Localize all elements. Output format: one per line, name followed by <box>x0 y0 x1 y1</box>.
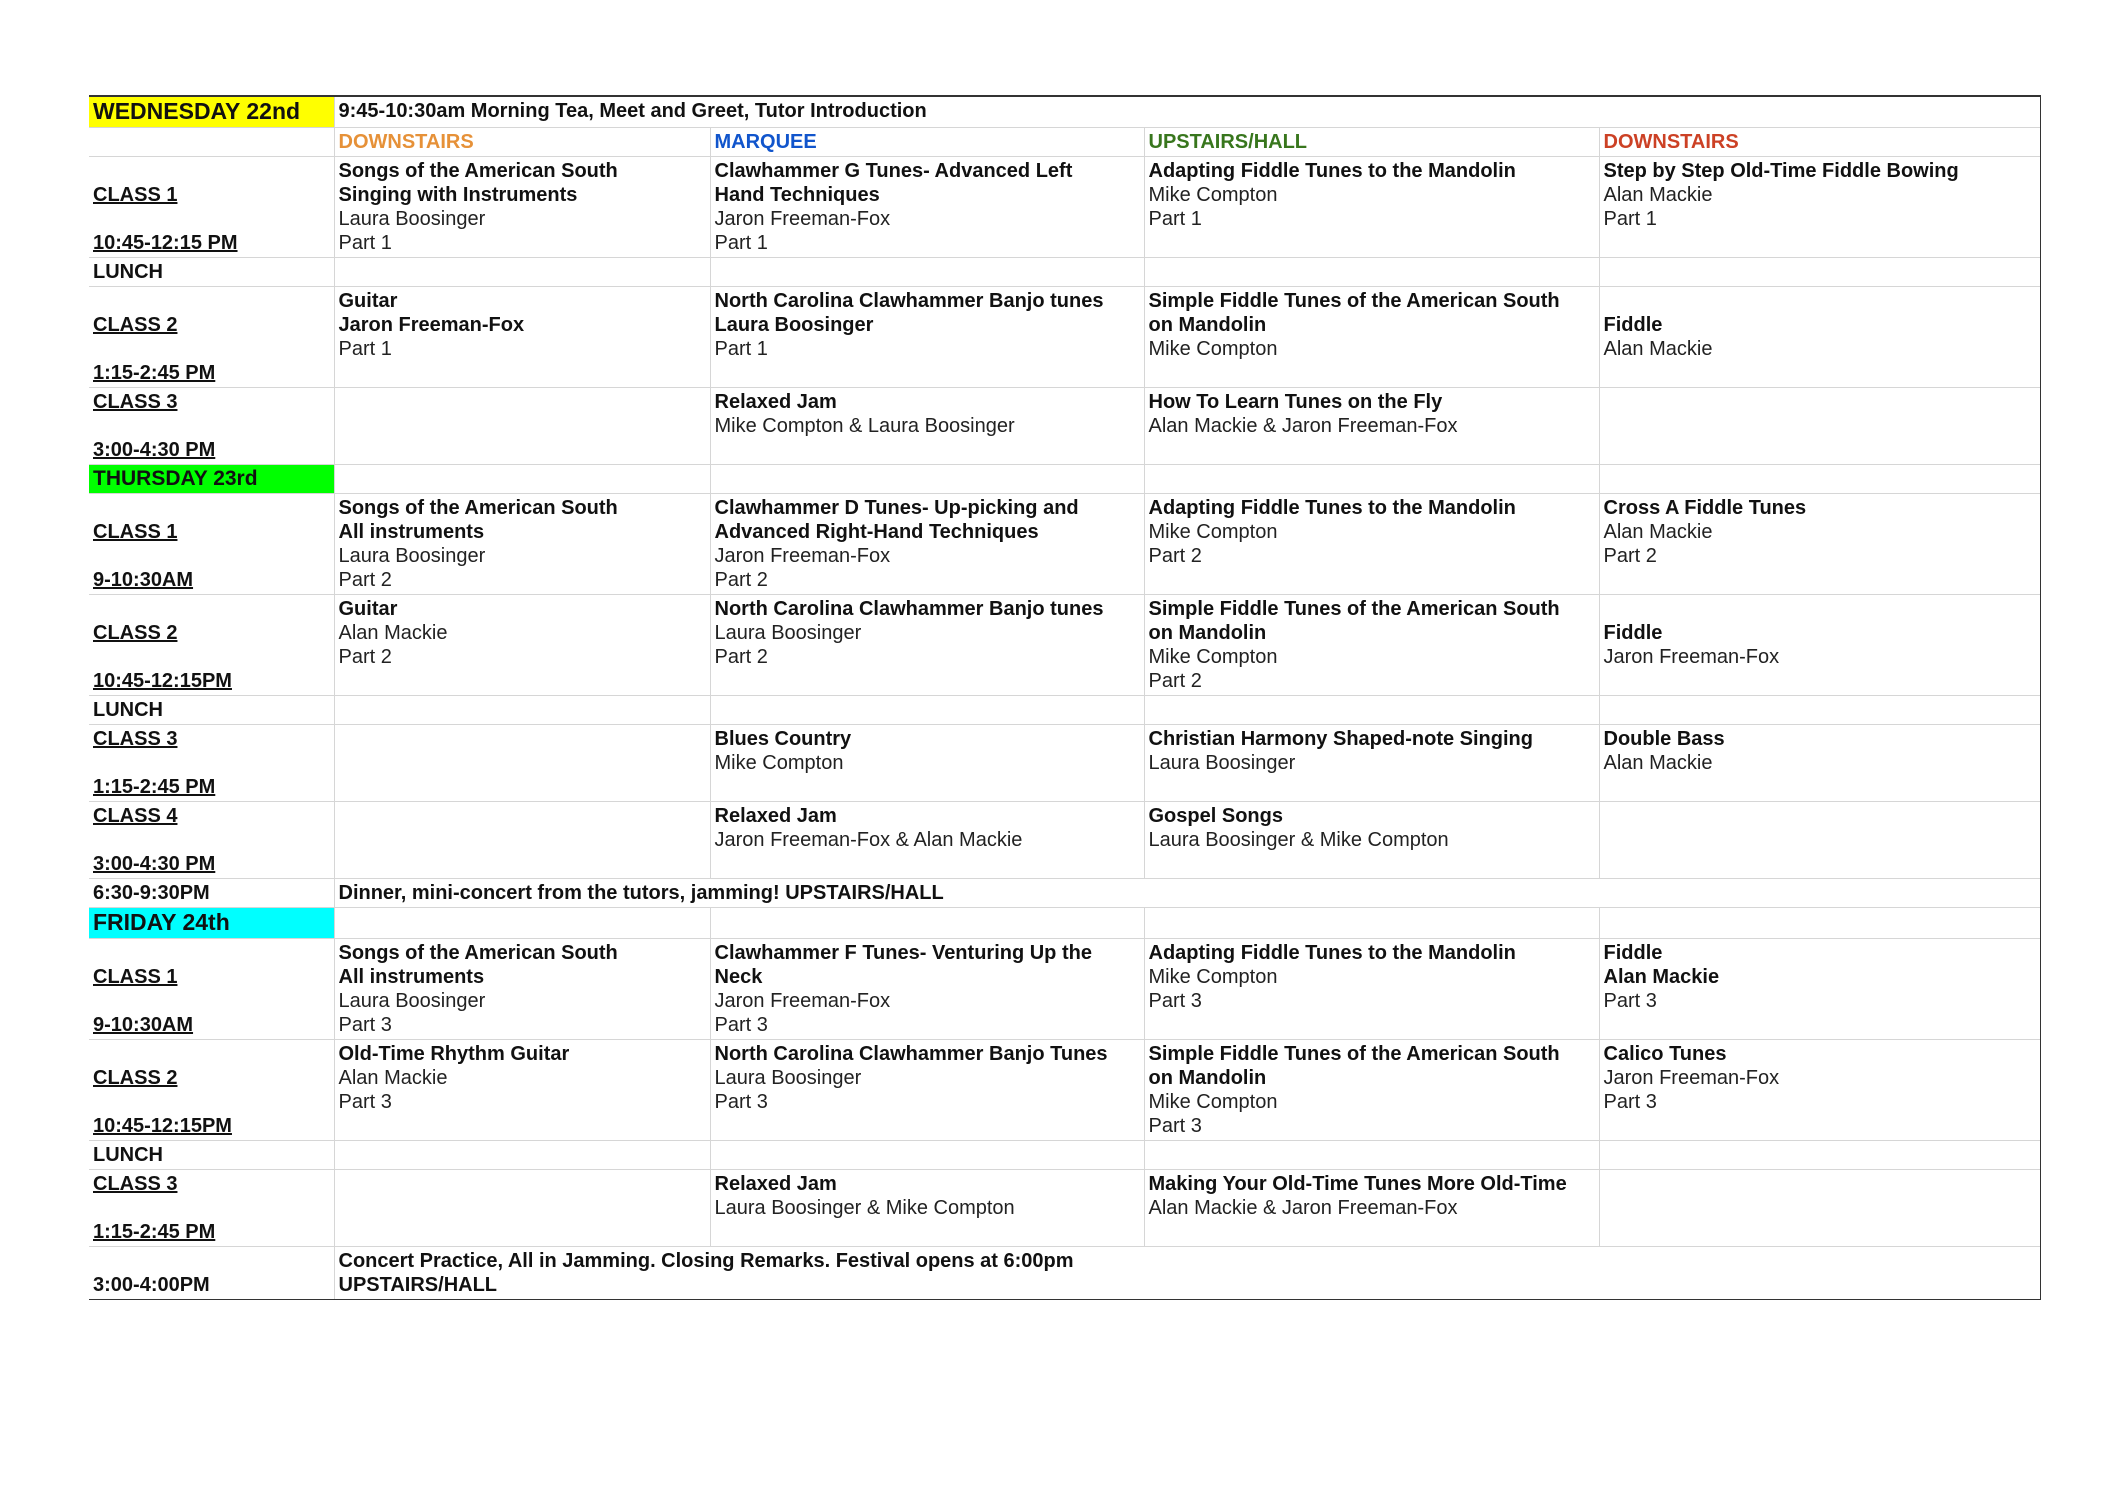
venue-upstairs-hall: UPSTAIRS/HALL <box>1144 128 1599 157</box>
wed-class2-row <box>89 287 2040 388</box>
session-cell: Simple Fiddle Tunes of the American South on Mandolin Mike Compton <box>1144 287 1599 388</box>
class-label: CLASS 2 10:45-12:15PM <box>89 595 334 696</box>
session-cell: Clawhammer G Tunes- Advanced Left Hand Techniques Jaron Freeman-Fox Part 1 <box>710 157 1144 258</box>
class-label: CLASS 1 9-10:30AM <box>89 939 334 1040</box>
session-cell: Old-Time Rhythm Guitar Alan Mackie Part 3 <box>334 1040 710 1141</box>
session-cell: Adapting Fiddle Tunes to the Mandolin Mike Compton Part 1 <box>1144 157 1599 258</box>
session-cell: Songs of the American South Singing with Instruments Laura Boosinger Part 1 <box>334 157 710 258</box>
session-cell: Songs of the American South All instruments Laura Boosinger Part 3 <box>334 939 710 1040</box>
wednesday-intro: 9:45-10:30am Morning Tea, Meet and Greet, Tutor Introduction <box>334 96 2040 128</box>
wed-class3-row <box>89 388 2040 465</box>
session-cell: Calico Tunes Jaron Freeman-Fox Part 3 <box>1599 1040 2040 1141</box>
session-cell: Fiddle Jaron Freeman-Fox <box>1599 595 2040 696</box>
session-cell: Fiddle Alan Mackie <box>1599 287 2040 388</box>
session-cell: Relaxed Jam Jaron Freeman-Fox & Alan Mackie <box>710 802 1144 879</box>
session-cell: Simple Fiddle Tunes of the American South on Mandolin Mike Compton Part 2 <box>1144 595 1599 696</box>
wednesday-day-label: WEDNESDAY 22nd <box>89 96 334 128</box>
session-cell: Clawhammer D Tunes- Up-picking and Advanced Right-Hand Techniques Jaron Freeman-Fox Part 2 <box>710 494 1144 595</box>
thursday-header-row <box>89 465 2040 494</box>
lunch-row <box>89 258 2040 287</box>
friday-header-row <box>89 908 2040 939</box>
thu-evening-row <box>89 879 2040 908</box>
session-cell: Adapting Fiddle Tunes to the Mandolin Mike Compton Part 3 <box>1144 939 1599 1040</box>
workshop-schedule-table <box>89 95 2041 1300</box>
wednesday-header-row <box>89 96 2040 128</box>
venue-header-row <box>89 128 2040 157</box>
session-cell: Guitar Jaron Freeman-Fox Part 1 <box>334 287 710 388</box>
session-cell: Step by Step Old-Time Fiddle Bowing Alan Mackie Part 1 <box>1599 157 2040 258</box>
session-cell: Fiddle Alan Mackie Part 3 <box>1599 939 2040 1040</box>
lunch-row <box>89 696 2040 725</box>
friday-day-label: FRIDAY 24th <box>89 908 334 939</box>
class-label: CLASS 4 3:00-4:30 PM <box>89 802 334 879</box>
venue-marquee: MARQUEE <box>710 128 1144 157</box>
class-label: CLASS 3 1:15-2:45 PM <box>89 725 334 802</box>
session-cell: Double Bass Alan Mackie <box>1599 725 2040 802</box>
class-label: CLASS 3 3:00-4:30 PM <box>89 388 334 465</box>
class-label: CLASS 2 1:15-2:45 PM <box>89 287 334 388</box>
lunch-label: LUNCH <box>89 696 334 725</box>
wed-class1-row <box>89 157 2040 258</box>
thu-class4-row <box>89 802 2040 879</box>
session-cell: Making Your Old-Time Tunes More Old-Time Alan Mackie & Jaron Freeman-Fox <box>1144 1170 1599 1247</box>
session-cell: North Carolina Clawhammer Banjo tunes Laura Boosinger Part 1 <box>710 287 1144 388</box>
session-cell: How To Learn Tunes on the Fly Alan Mackie & Jaron Freeman-Fox <box>1144 388 1599 465</box>
thu-class2-row <box>89 595 2040 696</box>
session-cell: Christian Harmony Shaped-note Singing Laura Boosinger <box>1144 725 1599 802</box>
class-label: CLASS 3 1:15-2:45 PM <box>89 1170 334 1247</box>
fri-class2-row <box>89 1040 2040 1141</box>
thu-class1-row <box>89 494 2040 595</box>
fri-closing-row <box>89 1247 2040 1300</box>
venue-downstairs-2: DOWNSTAIRS <box>1599 128 2040 157</box>
fri-class3-row <box>89 1170 2040 1247</box>
closing-text: Concert Practice, All in Jamming. Closing Remarks. Festival opens at 6:00pm UPSTAIRS/HALL <box>334 1247 2040 1300</box>
fri-class1-row <box>89 939 2040 1040</box>
evening-text: Dinner, mini-concert from the tutors, jamming! UPSTAIRS/HALL <box>334 879 2040 908</box>
session-cell: Gospel Songs Laura Boosinger & Mike Compton <box>1144 802 1599 879</box>
thu-class3-row <box>89 725 2040 802</box>
session-cell: North Carolina Clawhammer Banjo Tunes Laura Boosinger Part 3 <box>710 1040 1144 1141</box>
session-cell: Relaxed Jam Mike Compton & Laura Boosinger <box>710 388 1144 465</box>
session-cell: Clawhammer F Tunes- Venturing Up the Neck Jaron Freeman-Fox Part 3 <box>710 939 1144 1040</box>
thursday-day-label: THURSDAY 23rd <box>89 465 334 494</box>
venue-downstairs: DOWNSTAIRS <box>334 128 710 157</box>
session-cell: Cross A Fiddle Tunes Alan Mackie Part 2 <box>1599 494 2040 595</box>
evening-time: 6:30-9:30PM <box>89 879 334 908</box>
session-cell: Blues Country Mike Compton <box>710 725 1144 802</box>
closing-time: 3:00-4:00PM <box>89 1247 334 1300</box>
class-label: CLASS 1 10:45-12:15 PM <box>89 157 334 258</box>
session-cell: Relaxed Jam Laura Boosinger & Mike Compton <box>710 1170 1144 1247</box>
session-cell: Adapting Fiddle Tunes to the Mandolin Mike Compton Part 2 <box>1144 494 1599 595</box>
session-cell: Songs of the American South All instruments Laura Boosinger Part 2 <box>334 494 710 595</box>
lunch-row <box>89 1141 2040 1170</box>
class-label: CLASS 1 9-10:30AM <box>89 494 334 595</box>
lunch-label: LUNCH <box>89 258 334 287</box>
lunch-label: LUNCH <box>89 1141 334 1170</box>
session-cell: North Carolina Clawhammer Banjo tunes Laura Boosinger Part 2 <box>710 595 1144 696</box>
class-label: CLASS 2 10:45-12:15PM <box>89 1040 334 1141</box>
session-cell: Simple Fiddle Tunes of the American South on Mandolin Mike Compton Part 3 <box>1144 1040 1599 1141</box>
session-cell: Guitar Alan Mackie Part 2 <box>334 595 710 696</box>
